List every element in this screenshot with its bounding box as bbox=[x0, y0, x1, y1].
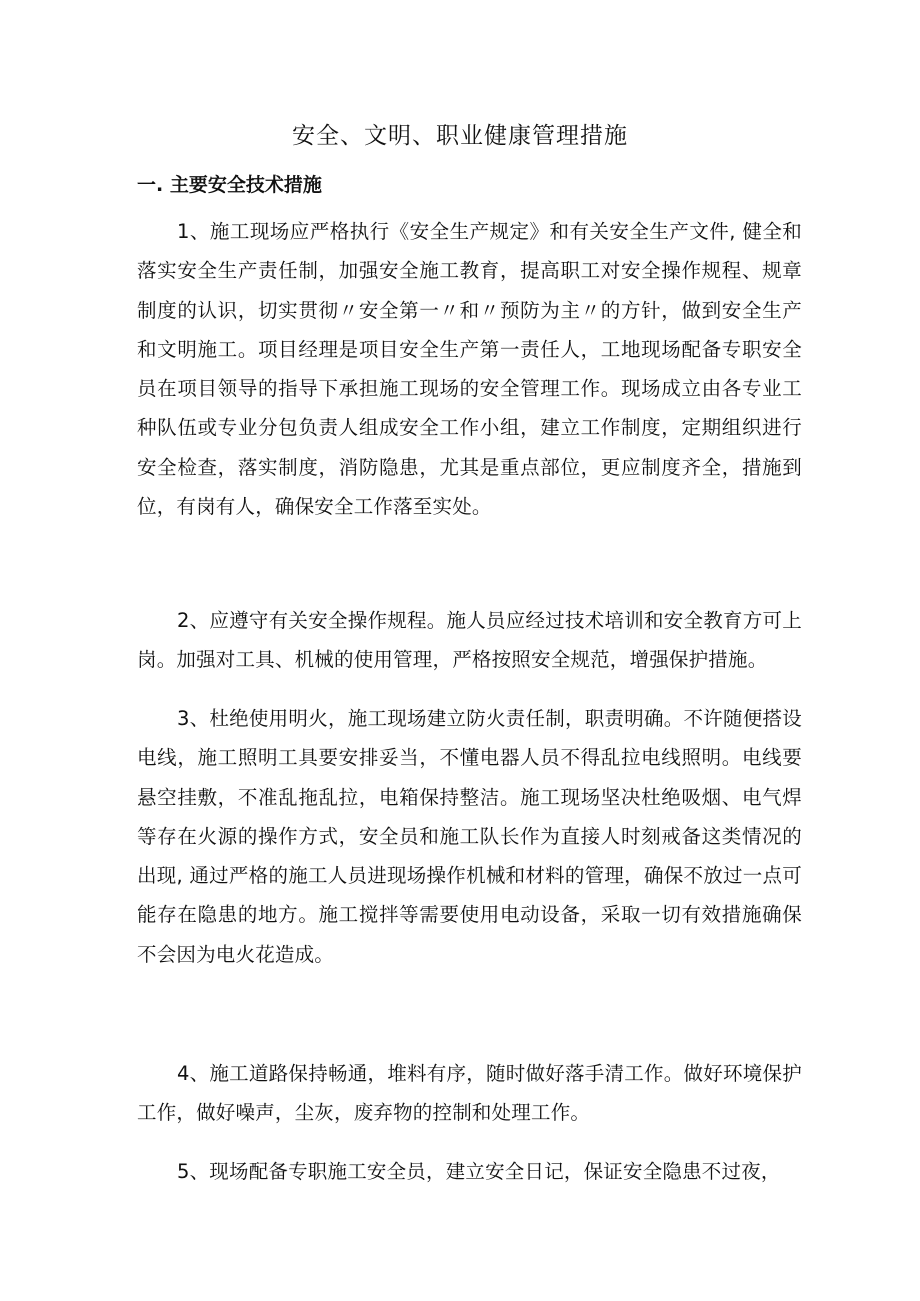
paragraph-2-text: 2、应遵守有关安全操作规程。施人员应经过技术培训和安全教育方可上岗。加强对工具、机械的使用管理，严格按照安全规范，增强保护措施。 bbox=[137, 609, 802, 672]
paragraph-4-text: 4、施工道路保持畅通，堆料有序，随时做好落手清工作。做好环境保护工作，做好噪声，尘灰，废弃物的控制和处理工作。 bbox=[137, 1062, 802, 1125]
section-heading: 一. 主要安全技术措施 bbox=[137, 174, 322, 196]
page-title: 安全、文明、职业健康管理措施 bbox=[292, 123, 628, 149]
paragraph-5 bbox=[137, 1152, 802, 1191]
paragraph-1-text: 1、施工现场应严格执行《安全生产规定》和有关安全生产文件, 健全和落实安全生产责任制，加强安全施工教育，提高职工对安全操作规程、规章制度的认识，切实贯彻〃安全第一〃和〃预防为主〃的方针，做到安全生产和文明施工。项目经理是项目安全生产第一责任人，工地现场配备专职安全员在项目领导的指导下承担施工现场的安全管理工作。现场成立由各专业工种队伍或专业分包负责人组成安全工作小组，建立工作制度，定期组织进行安全检查，落实制度，消防隐患，尤其是重点部位，更应制度齐全，措施到位，有岗有人，确保安全工作落至实处。 bbox=[137, 220, 802, 519]
paragraph-3 bbox=[137, 699, 802, 974]
paragraph-2 bbox=[137, 601, 802, 680]
paragraph-4 bbox=[137, 1054, 802, 1133]
paragraph-5-text: 5、现场配备专职施工安全员，建立安全日记，保证安全隐患不过夜， bbox=[177, 1160, 781, 1183]
paragraph-1 bbox=[137, 212, 802, 526]
paragraph-3-text: 3、杜绝使用明火，施工现场建立防火责任制，职责明确。不许随便搭设电线，施工照明工具要安排妥当，不懂电器人员不得乱拉电线照明。电线要悬空挂敷，不准乱拖乱拉，电箱保持整洁。施工现场坚决杜绝吸烟、电气焊等存在火源的操作方式，安全员和施工队长作为直接人时刻戒备这类情况的出现, 通过严格的施工人员进现场操作机械和材料的管理，确保不放过一点可能存在隐患的地方。施工搅拌等需要使用电动设备，采取一切有效措施确保不会因为电火花造成。 bbox=[137, 707, 802, 966]
